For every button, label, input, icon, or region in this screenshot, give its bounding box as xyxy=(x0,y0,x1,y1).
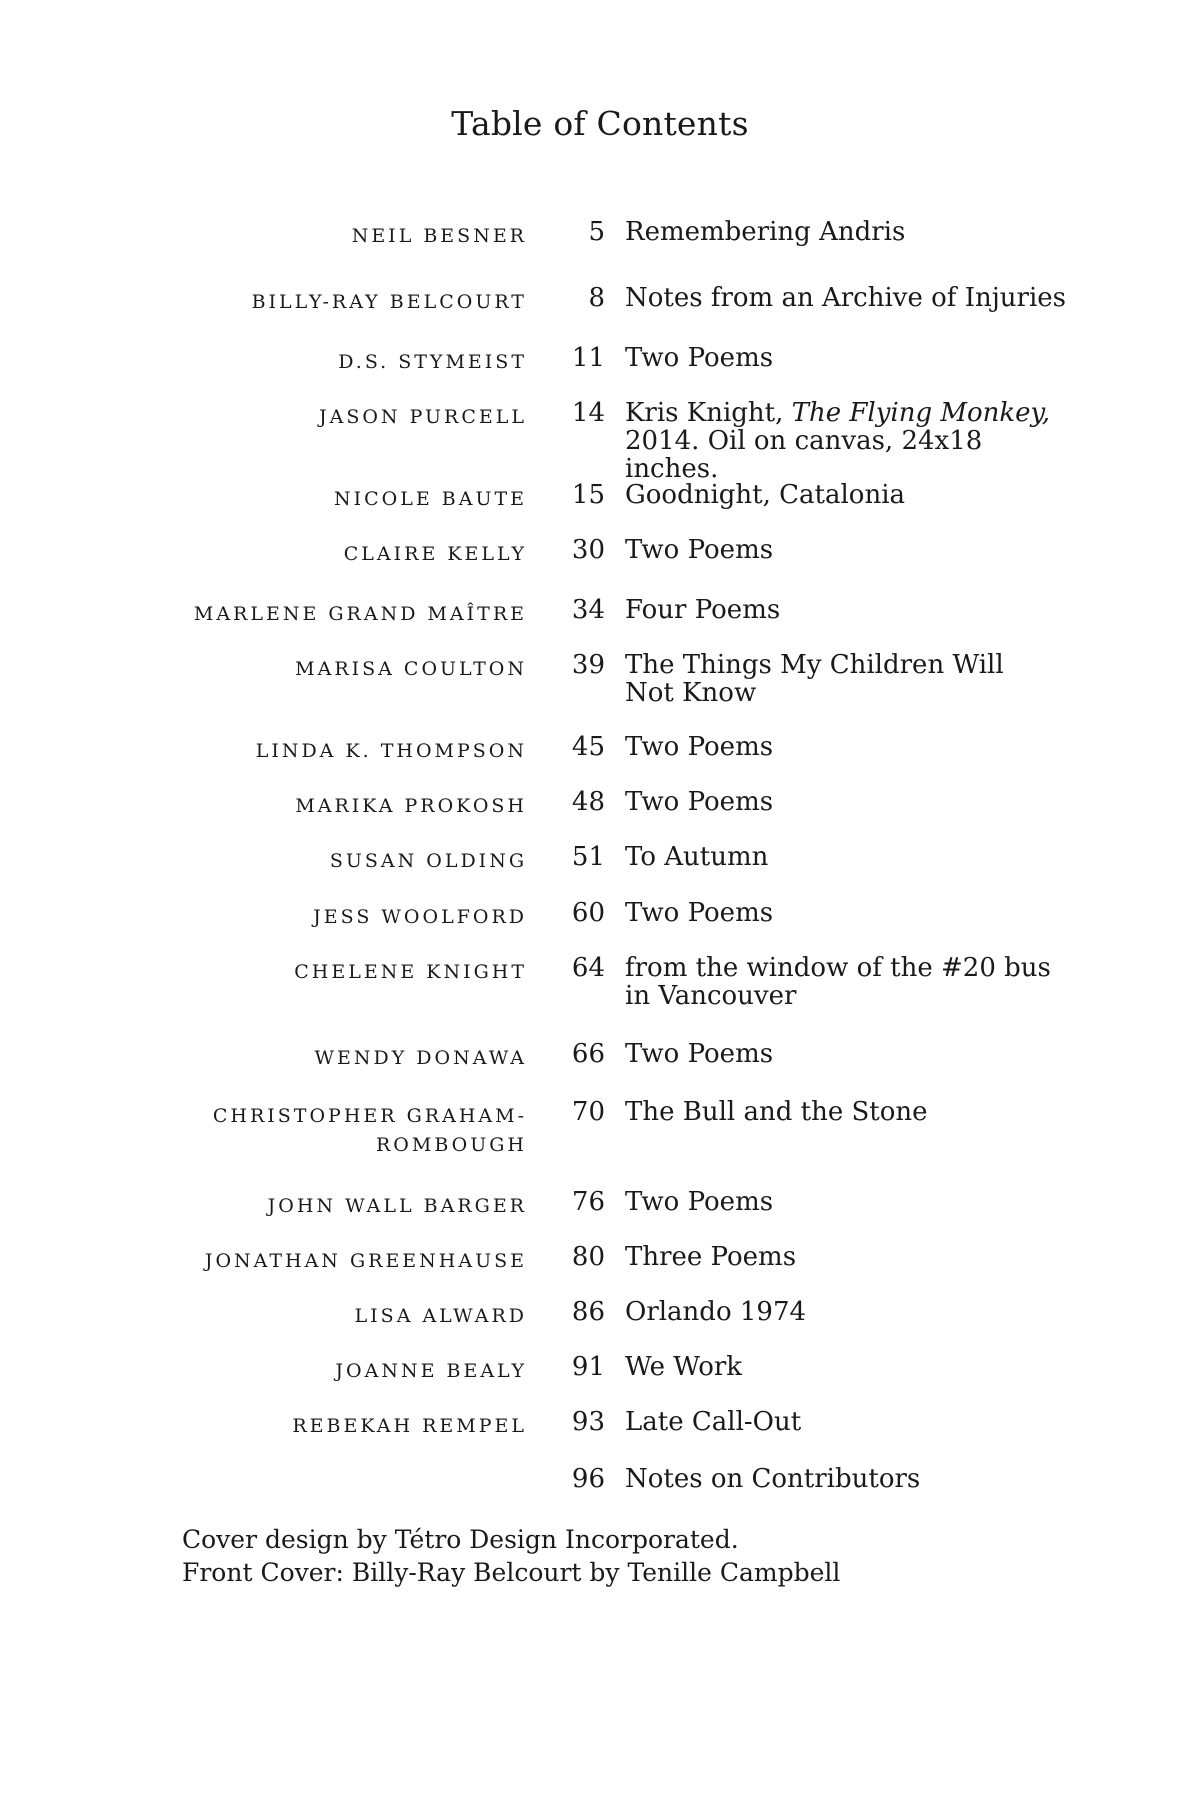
toc-work-title-part: 2014. Oil on canvas, 24x18 inches. xyxy=(625,426,983,484)
toc-page-number: 15 xyxy=(571,480,605,510)
toc-author: BILLY-RAY BELCOURT xyxy=(251,291,527,313)
toc-work-title: Two Poems xyxy=(625,1187,774,1217)
toc-work-title: Orlando 1974 xyxy=(625,1297,807,1327)
toc-work-title: Two Poems xyxy=(625,535,774,565)
toc-work-title: We Work xyxy=(625,1352,743,1382)
toc-work-title xyxy=(625,651,1075,707)
toc-page-number: 11 xyxy=(571,343,605,373)
toc-author: REBEKAH REMPEL xyxy=(292,1415,527,1437)
toc-author: JASON PURCELL xyxy=(318,406,527,428)
toc-page-number: 93 xyxy=(571,1407,605,1437)
toc-page-number: 39 xyxy=(571,650,605,680)
toc-author: WENDY DONAWA xyxy=(314,1047,527,1069)
toc-work-title: Notes on Contributors xyxy=(625,1464,921,1494)
toc-author: CLAIRE KELLY xyxy=(343,543,527,565)
toc-work-title-part: Kris Knight, xyxy=(625,398,792,428)
toc-page-number: 96 xyxy=(571,1464,605,1494)
toc-author: MARIKA PROKOSH xyxy=(295,795,527,817)
toc-work-title: Four Poems xyxy=(625,595,781,625)
toc-work-title: To Autumn xyxy=(625,842,769,872)
toc-author-part: ROMBOUGH xyxy=(376,1134,527,1156)
toc-work-title-part: The Things My Children Will xyxy=(625,650,1004,680)
toc-author: JOHN WALL BARGER xyxy=(267,1195,527,1217)
toc-page-number: 30 xyxy=(571,535,605,565)
toc-work-title: Two Poems xyxy=(625,787,774,817)
toc-author: JONATHAN GREENHAUSE xyxy=(204,1250,527,1272)
toc-page-number: 60 xyxy=(571,898,605,928)
toc-work-title xyxy=(625,399,1075,483)
toc-work-title: Two Poems xyxy=(625,343,774,373)
toc-author: SUSAN OLDING xyxy=(329,850,527,872)
toc-work-title-part: from the window of the #20 bus xyxy=(625,953,1051,983)
toc-author: JOANNE BEALY xyxy=(335,1360,527,1382)
toc-page-number: 5 xyxy=(588,217,605,247)
page-title: Table of Contents xyxy=(451,104,749,143)
toc-page-number: 76 xyxy=(571,1187,605,1217)
toc-work-title-part: Not Know xyxy=(625,678,757,708)
toc-page-number: 51 xyxy=(571,842,605,872)
toc-author: MARISA COULTON xyxy=(295,658,527,680)
toc-work-title: Two Poems xyxy=(625,898,774,928)
toc-author: NICOLE BAUTE xyxy=(333,488,527,510)
toc-work-title: Three Poems xyxy=(625,1242,797,1272)
toc-author: CHELENE KNIGHT xyxy=(294,961,527,983)
toc-page-number: 66 xyxy=(571,1039,605,1069)
toc-author: NEIL BESNER xyxy=(351,225,527,247)
toc-work-title: Remembering Andris xyxy=(625,217,906,247)
toc-author-part: CHRISTOPHER GRAHAM- xyxy=(212,1105,527,1127)
toc-page-number: 34 xyxy=(571,595,605,625)
toc-page-number: 8 xyxy=(588,283,605,313)
toc-author: LINDA K. THOMPSON xyxy=(255,740,527,762)
toc-page-number: 86 xyxy=(571,1297,605,1327)
toc-page-number: 45 xyxy=(571,732,605,762)
toc-work-title: Notes from an Archive of Injuries xyxy=(625,283,1066,313)
toc-page-number: 64 xyxy=(571,953,605,983)
toc-author: LISA ALWARD xyxy=(354,1305,527,1327)
cover-design-credit: Cover design by Tétro Design Incorporated. xyxy=(182,1525,739,1554)
toc-work-title-italic: The Flying Monkey, xyxy=(791,398,1051,428)
toc-page-number: 91 xyxy=(571,1352,605,1382)
toc-author: JESS WOOLFORD xyxy=(313,906,527,928)
cover-credits xyxy=(182,1523,840,1589)
toc-work-title: The Bull and the Stone xyxy=(625,1097,928,1127)
toc-work-title-part: in Vancouver xyxy=(625,981,797,1011)
toc-page-number: 70 xyxy=(571,1097,605,1127)
toc-page-number: 48 xyxy=(571,787,605,817)
toc-work-title xyxy=(625,954,1075,1010)
toc-work-title: Goodnight, Catalonia xyxy=(625,480,906,510)
toc-author: MARLENE GRAND MAÎTRE xyxy=(193,603,527,625)
toc-page-number: 80 xyxy=(571,1242,605,1272)
toc-work-title: Two Poems xyxy=(625,732,774,762)
toc-author: D.S. STYMEIST xyxy=(338,351,527,373)
toc-work-title: Two Poems xyxy=(625,1039,774,1069)
toc-work-title: Late Call-Out xyxy=(625,1407,802,1437)
front-cover-credit: Front Cover: Billy-Ray Belcourt by Tenille Campbell xyxy=(182,1558,841,1587)
toc-author xyxy=(147,1102,527,1160)
toc-page-number: 14 xyxy=(571,398,605,428)
